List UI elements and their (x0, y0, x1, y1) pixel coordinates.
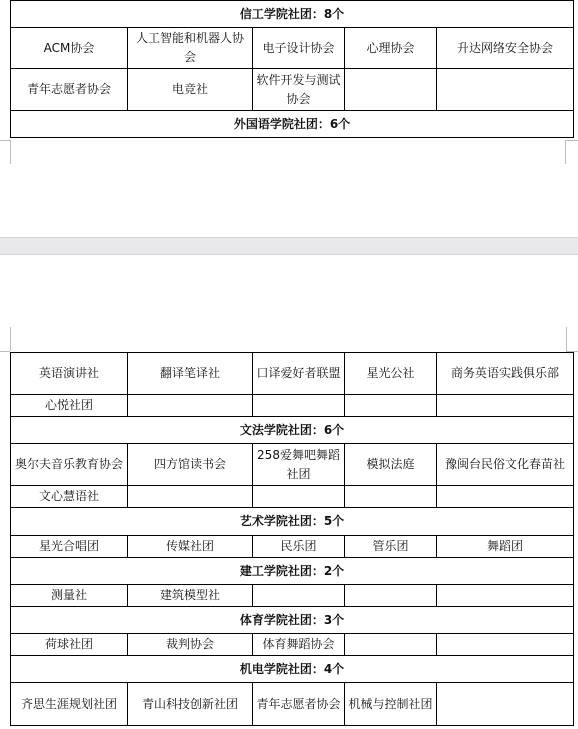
table-cell: 机械与控制社团 (345, 683, 437, 726)
table-cell: 荷球社团 (11, 634, 128, 656)
section-header-yishu: 艺术学院社团：5个 (11, 508, 574, 536)
table-cell: ACM协会 (11, 28, 128, 69)
table-cell: 四方馆读书会 (128, 444, 253, 486)
table-cell: 258爱舞吧舞蹈社团 (253, 444, 345, 486)
section-header-xingong: 信工学院社团：8个 (11, 1, 574, 28)
table-cell (437, 634, 574, 656)
table-cell (437, 395, 574, 417)
table-cell: 电竞社 (128, 69, 253, 111)
table-cell (128, 395, 253, 417)
table-cell: 裁判协会 (128, 634, 253, 656)
table-cell (437, 69, 574, 111)
table-cell (345, 585, 437, 607)
table-cell: 舞蹈团 (437, 536, 574, 558)
table-cell: 齐思生涯规划社团 (11, 683, 128, 726)
table-cell: 民乐团 (253, 536, 345, 558)
table-cell (437, 486, 574, 508)
table-cell: 青年志愿者协会 (11, 69, 128, 111)
table-cell: 建筑模型社 (128, 585, 253, 607)
section-header-wenfa: 文法学院社团：6个 (11, 417, 574, 444)
section-header-waiguoyu: 外国语学院社团：6个 (11, 111, 574, 138)
club-table-page-2 (10, 352, 574, 726)
club-table-page-1 (10, 0, 574, 138)
document-page-2 (0, 255, 578, 729)
table-cell (253, 585, 345, 607)
crop-mark (10, 327, 11, 351)
table-cell: 豫闽台民俗文化春苗社 (437, 444, 574, 486)
table-cell: 模拟法庭 (345, 444, 437, 486)
section-header-jiangong: 建工学院社团：2个 (11, 558, 574, 585)
table-cell: 电子设计协会 (253, 28, 345, 69)
table-cell (345, 395, 437, 417)
table-cell (345, 634, 437, 656)
table-cell: 管乐团 (345, 536, 437, 558)
table-cell: 翻译笔译社 (128, 353, 253, 395)
table-cell: 商务英语实践俱乐部 (437, 353, 574, 395)
table-cell: 测量社 (11, 585, 128, 607)
table-cell: 人工智能和机器人协会 (128, 28, 253, 69)
crop-mark (10, 140, 11, 164)
table-cell (345, 486, 437, 508)
table-cell: 青年志愿者协会 (253, 683, 345, 726)
table-cell: 心理协会 (345, 28, 437, 69)
table-cell (437, 585, 574, 607)
table-cell: 星光公社 (345, 353, 437, 395)
table-cell: 口译爱好者联盟 (253, 353, 345, 395)
table-cell: 软件开发与测试协会 (253, 69, 345, 111)
document-page-1 (0, 0, 578, 237)
page-gap (0, 237, 578, 255)
table-cell (345, 69, 437, 111)
table-cell: 升达网络安全协会 (437, 28, 574, 69)
section-header-tiyu: 体育学院社团：3个 (11, 607, 574, 634)
table-cell (253, 395, 345, 417)
crop-mark (566, 327, 567, 351)
crop-mark (565, 140, 578, 141)
crop-mark (0, 140, 10, 141)
table-cell: 传媒社团 (128, 536, 253, 558)
table-cell: 奥尔夫音乐教育协会 (11, 444, 128, 486)
table-cell: 星光合唱团 (11, 536, 128, 558)
table-cell: 体育舞蹈协会 (253, 634, 345, 656)
table-cell: 心悦社团 (11, 395, 128, 417)
table-cell (437, 683, 574, 726)
table-cell: 英语演讲社 (11, 353, 128, 395)
crop-mark (0, 351, 10, 352)
table-cell (253, 486, 345, 508)
section-header-jidian: 机电学院社团：4个 (11, 656, 574, 683)
table-cell (128, 486, 253, 508)
table-cell: 青山科技创新社团 (128, 683, 253, 726)
crop-mark (565, 140, 566, 164)
table-cell: 文心慧语社 (11, 486, 128, 508)
